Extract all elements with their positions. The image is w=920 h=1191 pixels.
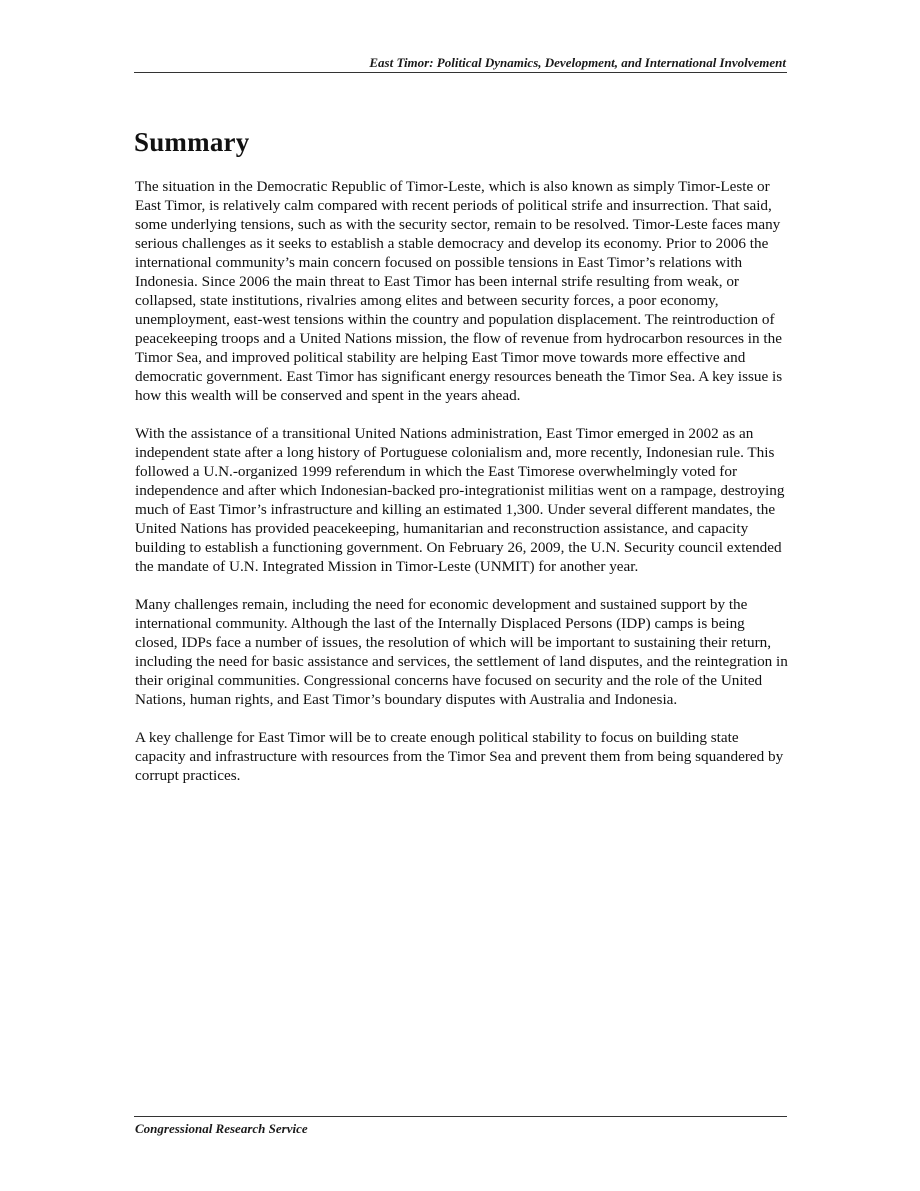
summary-paragraph-3: Many challenges remain, including the need for economic development and sustained support by the international community. Although the last of the Internally Displaced Persons (IDP) camps is being closed, IDPs face a number of issues, the resolution of which will be important to sustaining their return, including the need for basic assistance and services, the settlement of land disputes, and the reintegration in their original communities. Congressional concerns have focused on security and the role of the United Nations, human rights, and East Timor’s boundary disputes with Australia and Indonesia. <box>135 596 788 708</box>
summary-body <box>135 177 790 804</box>
summary-paragraph-1: The situation in the Democratic Republic of Timor-Leste, which is also known as simply Timor-Leste or East Timor, is relatively calm compared with recent periods of political strife and insurrection. That said, some underlying tensions, such as with the security sector, remain to be resolved. Timor-Leste faces many serious challenges as it seeks to establish a stable democracy and develop its economy. Prior to 2006 the international community’s main concern focused on possible tensions in East Timor’s relations with Indonesia. Since 2006 the main threat to East Timor has been internal strife resulting from weak, or collapsed, state institutions, rivalries among elites and between security forces, a poor economy, unemployment, east-west tensions within the country and population displacement. The reintroduction of peacekeeping troops and a United Nations mission, the flow of revenue from hydrocarbon resources in the Timor Sea, and improved political stability are helping East Timor move towards more effective and democratic government. East Timor has significant energy resources beneath the Timor Sea. A key issue is how this wealth will be conserved and spent in the years ahead. <box>135 178 783 404</box>
header-divider <box>134 72 787 73</box>
summary-paragraph-2: With the assistance of a transitional United Nations administration, East Timor emerged in 2002 as an independent state after a long history of Portuguese colonialism and, more recently, Indonesian rule. This followed a U.N.-organized 1999 referendum in which the East Timorese overwhelmingly voted for independence and after which Indonesian-backed pro-integrationist militias went on a rampage, destroying much of East Timor’s infrastructure and killing an estimated 1,300. Under several different mandates, the United Nations has provided peacekeeping, humanitarian and reconstruction assistance, and capacity building to establish a functioning government. On February 26, 2009, the U.N. Security council extended the mandate of U.N. Integrated Mission in Timor-Leste (UNMIT) for another year. <box>135 425 785 575</box>
running-header-title: East Timor: Political Dynamics, Development, and International Involvement <box>369 55 786 70</box>
footer-divider <box>134 1116 787 1117</box>
summary-paragraph-4: A key challenge for East Timor will be to create enough political stability to focus on building state capacity and infrastructure with resources from the Timor Sea and prevent them from being squandered by corrupt practices. <box>135 729 784 784</box>
summary-heading: Summary <box>134 127 250 157</box>
running-footer-source: Congressional Research Service <box>135 1121 308 1136</box>
